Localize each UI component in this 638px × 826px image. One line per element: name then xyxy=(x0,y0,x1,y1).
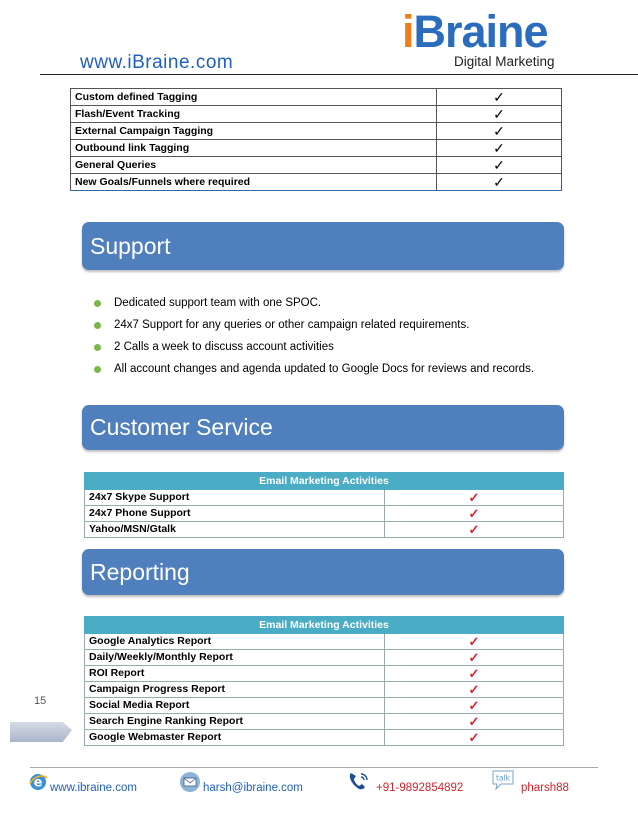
tracking-item-label: Flash/Event Tracking xyxy=(71,106,437,123)
table-row xyxy=(85,730,564,746)
check-icon: ✓ xyxy=(385,698,564,714)
table-row xyxy=(71,174,562,191)
table-row xyxy=(85,490,564,506)
page-number: 15 xyxy=(34,695,47,707)
bullet-icon xyxy=(94,300,101,307)
support-bullet-text: Dedicated support team with one SPOC. xyxy=(114,297,322,309)
table-row xyxy=(85,682,564,698)
check-icon: ✓ xyxy=(437,89,562,106)
table-row xyxy=(85,698,564,714)
support-bullet-text: 2 Calls a week to discuss account activities xyxy=(114,341,334,353)
table-row xyxy=(71,123,562,140)
support-bullet-text: All account changes and agenda updated to Google Docs for reviews and records. xyxy=(114,363,535,375)
check-icon: ✓ xyxy=(385,634,564,650)
check-icon: ✓ xyxy=(385,506,564,522)
support-heading: Support xyxy=(82,222,564,270)
report-item-label: Daily/Weekly/Monthly Report xyxy=(85,650,385,666)
table-header: Email Marketing Activities xyxy=(85,473,564,490)
service-item-label: 24x7 Skype Support xyxy=(85,490,385,506)
mail-icon xyxy=(178,770,202,794)
report-item-label: ROI Report xyxy=(85,666,385,682)
tracking-item-label: New Goals/Funnels where required xyxy=(71,174,437,191)
check-icon: ✓ xyxy=(437,140,562,157)
bullet-icon xyxy=(94,322,101,329)
table-row xyxy=(71,89,562,106)
bullet-icon xyxy=(94,366,101,373)
customer-service-heading: Customer Service xyxy=(82,405,564,450)
service-item-label: 24x7 Phone Support xyxy=(85,506,385,522)
tracking-table xyxy=(70,88,562,191)
check-icon: ✓ xyxy=(385,666,564,682)
header-divider xyxy=(40,74,638,75)
table-row xyxy=(85,650,564,666)
tracking-item-label: Outbound link Tagging xyxy=(71,140,437,157)
tracking-item-label: External Campaign Tagging xyxy=(71,123,437,140)
browser-icon xyxy=(28,772,48,792)
check-icon: ✓ xyxy=(385,730,564,746)
logo-tagline: Digital Marketing xyxy=(454,54,555,69)
logo-i: i xyxy=(402,6,414,57)
phone-icon xyxy=(345,770,371,792)
check-icon: ✓ xyxy=(385,650,564,666)
reporting-table xyxy=(84,616,564,746)
svg-text:e: e xyxy=(33,775,43,791)
check-icon: ✓ xyxy=(385,490,564,506)
table-row xyxy=(85,522,564,538)
service-item-label: Yahoo/MSN/Gtalk xyxy=(85,522,385,538)
support-bullet-text: 24x7 Support for any queries or other campaign related requirements. xyxy=(114,319,470,331)
list-item xyxy=(92,358,534,380)
reporting-heading: Reporting xyxy=(82,549,564,595)
list-item xyxy=(92,336,534,358)
customer-service-table xyxy=(84,472,564,538)
table-row xyxy=(85,634,564,650)
tracking-item-label: General Queries xyxy=(71,157,437,174)
talk-icon-label: talk xyxy=(496,773,510,783)
check-icon: ✓ xyxy=(437,106,562,123)
footer-talk-id[interactable]: pharsh88 xyxy=(521,782,569,794)
bullet-icon xyxy=(94,344,101,351)
check-icon: ✓ xyxy=(437,174,562,191)
support-bullet-list xyxy=(92,292,534,380)
report-item-label: Google Analytics Report xyxy=(85,634,385,650)
ibraine-logo xyxy=(402,6,570,72)
report-item-label: Campaign Progress Report xyxy=(85,682,385,698)
tracking-item-label: Custom defined Tagging xyxy=(71,89,437,106)
table-header: Email Marketing Activities xyxy=(85,617,564,634)
footer-website-link[interactable]: www.ibraine.com xyxy=(50,782,137,794)
footer-phone-number[interactable]: +91-9892854892 xyxy=(376,782,464,794)
check-icon: ✓ xyxy=(385,682,564,698)
check-icon: ✓ xyxy=(385,714,564,730)
table-row xyxy=(85,666,564,682)
talk-icon xyxy=(490,768,516,792)
logo-wordmark xyxy=(402,6,548,58)
report-item-label: Social Media Report xyxy=(85,698,385,714)
header-site-link[interactable]: www.iBraine.com xyxy=(80,52,234,73)
table-row xyxy=(71,157,562,174)
logo-braine: Braine xyxy=(413,6,548,57)
footer-email-link[interactable]: harsh@ibraine.com xyxy=(203,782,303,794)
table-row xyxy=(71,140,562,157)
list-item xyxy=(92,292,534,314)
table-row xyxy=(71,106,562,123)
report-item-label: Search Engine Ranking Report xyxy=(85,714,385,730)
table-row xyxy=(85,506,564,522)
table-row xyxy=(85,714,564,730)
check-icon: ✓ xyxy=(437,123,562,140)
check-icon: ✓ xyxy=(385,522,564,538)
list-item xyxy=(92,314,534,336)
page-tab-graphic xyxy=(10,722,72,742)
report-item-label: Google Webmaster Report xyxy=(85,730,385,746)
check-icon: ✓ xyxy=(437,157,562,174)
